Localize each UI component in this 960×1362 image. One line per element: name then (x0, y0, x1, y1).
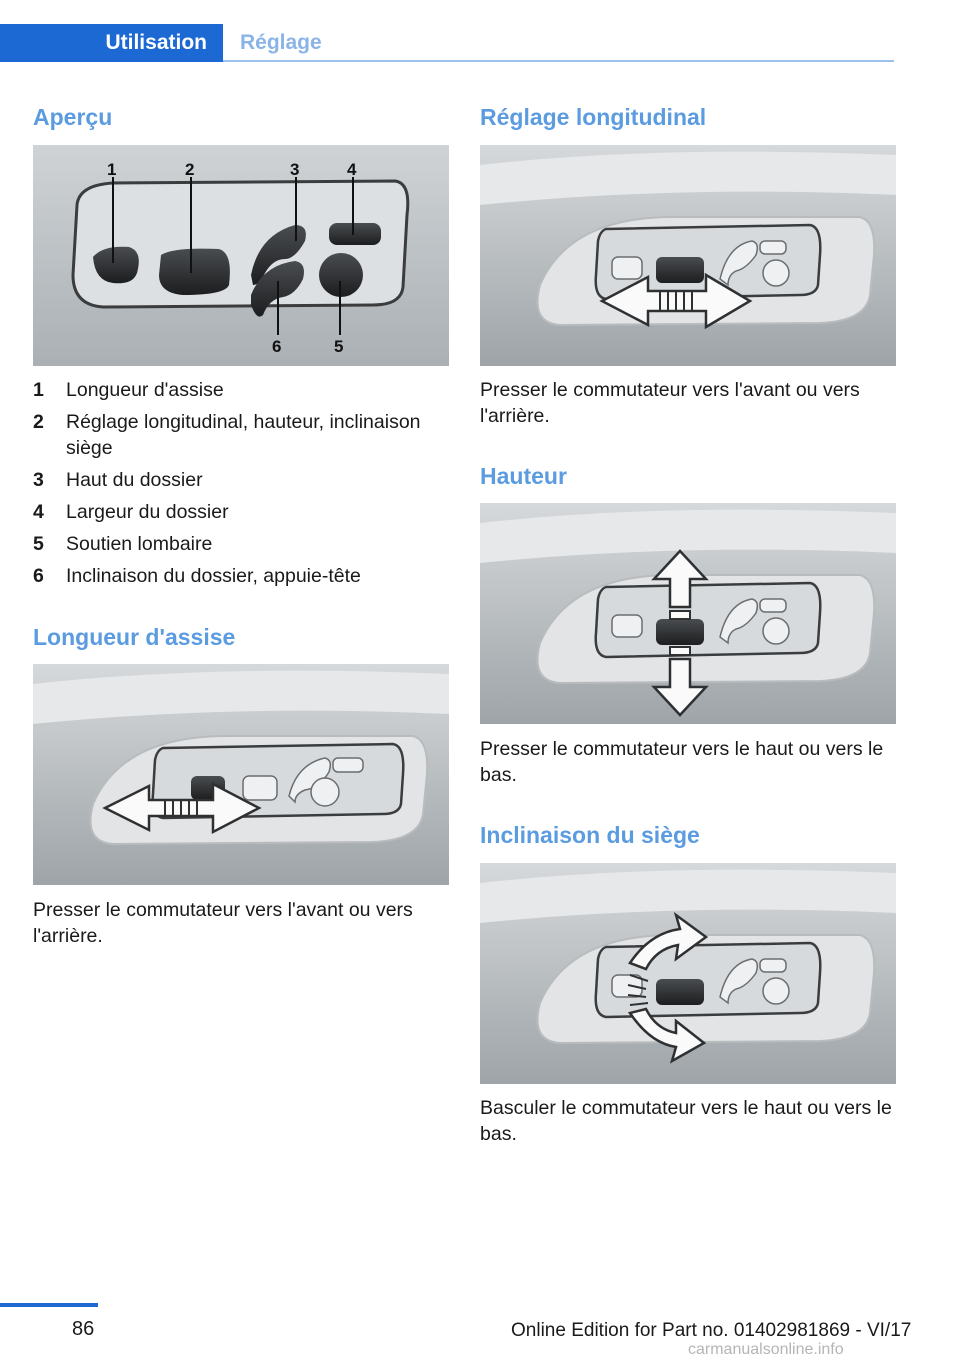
tab-utilisation[interactable]: Utilisation (0, 24, 223, 62)
item-text: Soutien lombaire (66, 533, 213, 555)
callout-6: 6 (272, 337, 282, 356)
tab-divider (223, 60, 894, 62)
list-item (33, 563, 448, 589)
item-text: Inclinaison du dossier, appuie-tête (66, 565, 361, 587)
section-title-height: Hauteur (480, 463, 567, 489)
callout-2: 2 (185, 160, 195, 179)
list-item (33, 467, 448, 493)
tilt-illustration (480, 863, 896, 1084)
edition-text: Online Edition for Part no. 01402981869 - VI/17 (511, 1320, 912, 1341)
height-text: Presser le commutateur vers le haut ou vers le bas. (480, 738, 884, 786)
header-tabs (0, 24, 894, 62)
item-text: Longueur d'assise (66, 379, 224, 401)
longitudinal-illustration (480, 145, 896, 366)
footer-accent-line (0, 1303, 98, 1307)
height-illustration (480, 503, 896, 724)
overview-illustration (33, 145, 449, 366)
tab-reglage[interactable]: Réglage (240, 31, 322, 54)
list-item (33, 531, 448, 557)
overview-legend-list (33, 377, 448, 595)
item-number: 1 (33, 379, 44, 401)
item-text: Largeur du dossier (66, 501, 229, 523)
item-number: 2 (33, 411, 44, 433)
list-item (33, 499, 448, 525)
section-title-overview: Aperçu (33, 104, 113, 130)
longitudinal-text: Presser le commutateur vers l'avant ou vers l'arrière. (480, 379, 860, 427)
list-item (33, 409, 448, 461)
section-title-longitudinal: Réglage longitudinal (480, 104, 707, 130)
watermark: carmanualsonline.info (688, 1341, 844, 1358)
item-number: 4 (33, 501, 44, 523)
item-number: 5 (33, 533, 44, 555)
callout-1: 1 (107, 160, 117, 179)
item-number: 6 (33, 565, 44, 587)
item-text: Réglage longitudinal, hauteur, inclinaison siège (66, 411, 421, 459)
callout-5: 5 (334, 337, 344, 356)
item-text: Haut du dossier (66, 469, 203, 491)
section-title-seat-length: Longueur d'assise (33, 624, 236, 650)
page-number: 86 (72, 1318, 95, 1340)
seat-length-illustration (33, 664, 449, 885)
list-item (33, 377, 448, 403)
tilt-text: Basculer le commutateur vers le haut ou vers le bas. (480, 1097, 892, 1145)
section-title-tilt: Inclinaison du siège (480, 822, 700, 848)
item-number: 3 (33, 469, 44, 491)
seat-length-text: Presser le commutateur vers l'avant ou vers l'arrière. (33, 899, 413, 947)
callout-4: 4 (347, 160, 357, 179)
callout-3: 3 (290, 160, 300, 179)
